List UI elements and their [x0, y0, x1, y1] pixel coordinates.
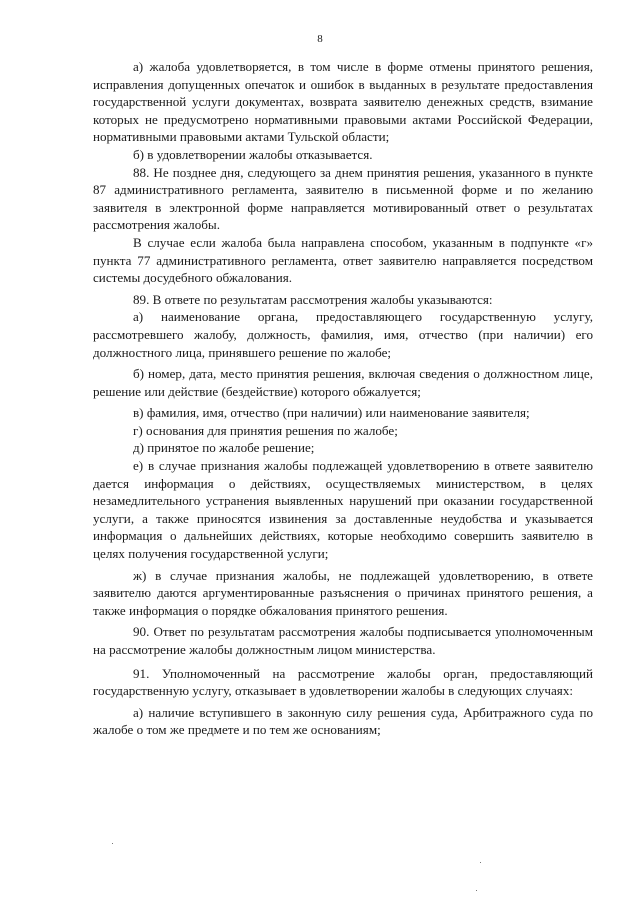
scan-speck [112, 843, 113, 844]
paragraph: а) наличие вступившего в законную силу решения суда, Арбитражного суда по жалобе о том же предмете и по тем же основаниям; [93, 704, 593, 738]
paragraph: а) жалоба удовлетворяется, в том числе в форме отмены принятого решения, исправления допущенных опечаток и ошибок в выданных в результате предоставления государственной услуги документах, возврата заявителю денежных средств, взимание которых не предусмотрено нормативными правовыми актами Российской Федерации, нормативными правовыми актами Тульской области; [93, 59, 593, 145]
paragraph: б) номер, дата, место принятия решения, включая сведения о должностном лице, решение или действие (бездействие) которого обжалуется; [93, 366, 593, 399]
scan-speck [480, 862, 481, 863]
paragraph: ж) в случае признания жалобы, не подлежащей удовлетворению, в ответе заявителю даются аргументированные разъяснения о причинах принятого решения, а также информация о порядке обжалования принятого решения. [93, 567, 593, 618]
paragraph: а) наименование органа, предоставляющего государственную услугу, рассмотревшего жалобу, должность, фамилия, имя, отчество (при наличии) его должностного лица, принявшего решение по жалобе; [93, 309, 593, 360]
scan-speck [476, 890, 477, 891]
paragraph: 89. В ответе по результатам рассмотрения жалобы указываются: [133, 291, 493, 307]
paragraph: В случае если жалоба была направлена способом, указанным в подпункте «г» пункта 77 административного регламента, ответ заявителю направляется посредством системы досудебного обжалования. [93, 234, 593, 286]
paragraph: б) в удовлетворении жалобы отказывается. [133, 146, 373, 162]
paragraph: 91. Уполномоченный на рассмотрение жалобы орган, предоставляющий государственную услугу, отказывает в удовлетворении жалобы в следующих случаях: [93, 665, 593, 699]
paragraph: в) фамилия, имя, отчество (при наличии) или наименование заявителя; [133, 405, 530, 421]
paragraph: г) основания для принятия решения по жалобе; [133, 422, 398, 438]
paragraph: 90. Ответ по результатам рассмотрения жалобы подписывается уполномоченным на рассмотрение жалобы должностным лицом министерства. [93, 624, 593, 657]
document-body [93, 58, 593, 739]
paragraph: д) принятое по жалобе решение; [133, 440, 315, 456]
paragraph: е) в случае признания жалобы подлежащей удовлетворению в ответе заявителю дается информация о действиях, осуществляемых министерством, в целях незамедлительного устранения выявленных нарушений при оказании государственной услуги, а также приносятся извинения за доставленные неудобства и указывается информация о дальнейших действиях, которые необходимо совершить заявителю в целях получения государственной услуги; [93, 458, 593, 562]
paragraph: 88. Не позднее дня, следующего за днем принятия решения, указанного в пункте 87 административного регламента, заявителю в письменной форме и по желанию заявителя в электронной форме направляется мотивированный ответ о результатах рассмотрения жалобы. [93, 164, 593, 233]
page-number: 8 [317, 33, 323, 45]
